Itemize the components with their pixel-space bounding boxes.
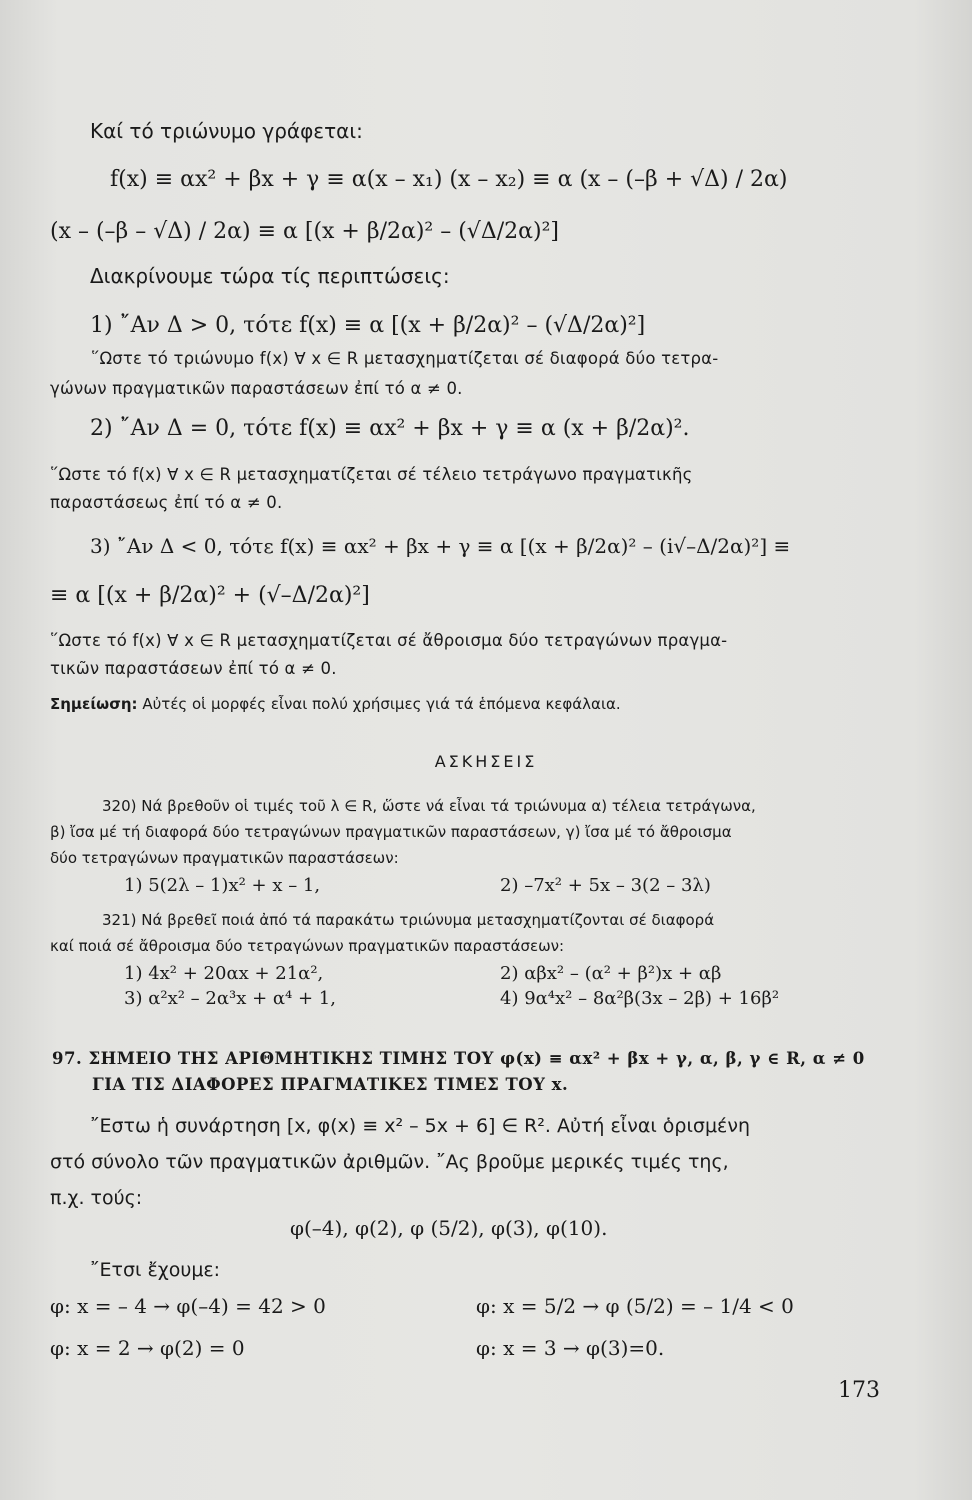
exercise-321-item-4: 4) 9α⁴x² – 8α²β(3x – 2β) + 16β² xyxy=(500,988,780,1009)
values-list: φ(–4), φ(2), φ (5/2), φ(3), φ(10). xyxy=(290,1216,608,1240)
exercise-320-line-2: β) ἴσα μέ τή διαφορά δύο τετραγώνων πραγματικῶν παραστάσεων, γ) ἴσα μέ τό ἄθροισμα xyxy=(50,823,732,841)
equation-factored-form: f(x) ≡ αx² + βx + γ ≡ α(x – x₁) (x – x₂) ≡ α (x – (–β + √Δ) / 2α) xyxy=(110,167,788,192)
page-number: 173 xyxy=(838,1378,880,1403)
exercise-321-item-2: 2) αβx² – (α² + β²)x + αβ xyxy=(500,963,722,984)
calculation-1: φ: x = – 4 → φ(–4) = 42 > 0 xyxy=(50,1294,326,1318)
case-2-text-line-1: ῞Ωστε τό f(x) ∀ x ∈ R μετασχηματίζεται σέ τέλειο τετράγωνο πραγματικῆς xyxy=(50,465,693,484)
exercise-321-item-3: 3) α²x² – 2α³x + α⁴ + 1, xyxy=(124,988,336,1009)
case-3-text-line-2: τικῶν παραστάσεων ἐπί τό α ≠ 0. xyxy=(50,659,337,678)
case-2-text-line-2: παραστάσεως ἐπί τό α ≠ 0. xyxy=(50,493,283,512)
section-text-line-3: π.χ. τούς: xyxy=(50,1187,143,1209)
case-1-text-line-1: ῞Ωστε τό τριώνυμο f(x) ∀ x ∈ R μετασχηματίζεται σέ διαφορά δύο τετρα- xyxy=(91,349,719,368)
exercises-title: ΑΣΚΗΣΕΙΣ xyxy=(434,752,538,771)
intro-text: Καί τό τριώνυμο γράφεται: xyxy=(90,119,363,143)
note-text: Αὐτές οἱ μορφές εἶναι πολύ χρήσιμες γιά τά ἑπόμενα κεφάλαια. xyxy=(142,695,621,713)
exercise-321-line-2: καί ποιά σέ ἄθροισμα δύο τετραγώνων πραγματικῶν παραστάσεων: xyxy=(50,937,565,955)
section-text-line-2: στό σύνολο τῶν πραγματικῶν ἀριθμῶν. ῎Ας βροῦμε μερικές τιμές της, xyxy=(50,1151,729,1173)
exercise-321-item-1: 1) 4x² + 20αx + 21α², xyxy=(124,963,324,984)
section-97-title-line-2: ΓΙΑ ΤΙΣ ΔΙΑΦΟΡΕΣ ΠΡΑΓΜΑΤΙΚΕΣ ΤΙΜΕΣ ΤΟΥ x. xyxy=(92,1075,569,1094)
equation-factored-form-continued: (x – (–β – √Δ) / 2α) ≡ α [(x + β/2α)² – (√Δ/2α)²] xyxy=(50,219,559,244)
cases-intro: Διακρίνουμε τώρα τίς περιπτώσεις: xyxy=(90,264,450,288)
exercise-321-line-1: 321) Νά βρεθεῖ ποιά ἀπό τά παρακάτω τριώνυμα μετασχηματίζονται σέ διαφορά xyxy=(102,911,715,929)
note xyxy=(50,690,855,718)
section-text-line-4: ῎Ετσι ἔχουμε: xyxy=(90,1259,221,1281)
calculation-4: φ: x = 3 → φ(3)=0. xyxy=(476,1336,665,1360)
exercise-320-item-1: 1) 5(2λ – 1)x² + x – 1, xyxy=(124,875,321,896)
section-text-line-1: ῎Εστω ἡ συνάρτηση [x, φ(x) ≡ x² – 5x + 6] ∈ R². Αὐτή εἶναι ὁρισμένη xyxy=(90,1115,750,1137)
calculation-3: φ: x = 2 → φ(2) = 0 xyxy=(50,1336,245,1360)
calculation-2: φ: x = 5/2 → φ (5/2) = – 1/4 < 0 xyxy=(476,1294,794,1318)
note-label: Σημείωση: xyxy=(50,695,138,713)
section-97-title-line-1: 97. ΣΗΜΕΙΟ ΤΗΣ ΑΡΙΘΜΗΤΙΚΗΣ ΤΙΜΗΣ ΤΟΥ φ(x) ≡ αx² + βx + γ, α, β, γ ∈ R, α ≠ 0 xyxy=(52,1049,865,1068)
case-3-equation: 3) ῎Αν Δ < 0, τότε f(x) ≡ αx² + βx + γ ≡ α [(x + β/2α)² – (i√–Δ/2α)²] ≡ xyxy=(90,534,791,558)
exercise-320-line-3: δύο τετραγώνων πραγματικῶν παραστάσεων: xyxy=(50,849,399,867)
case-1-equation: 1) ῎Αν Δ > 0, τότε f(x) ≡ α [(x + β/2α)² – (√Δ/2α)²] xyxy=(90,313,646,338)
case-2-equation: 2) ῎Αν Δ = 0, τότε f(x) ≡ αx² + βx + γ ≡ α (x + β/2α)². xyxy=(90,416,690,441)
exercise-320-line-1: 320) Νά βρεθοῦν οἱ τιμές τοῦ λ ∈ R, ὥστε νά εἶναι τά τριώνυμα α) τέλεια τετράγωνα, xyxy=(102,797,756,815)
case-3-equation-continued: ≡ α [(x + β/2α)² + (√–Δ/2α)²] xyxy=(50,583,370,608)
case-1-text-line-2: γώνων πραγματικῶν παραστάσεων ἐπί τό α ≠ 0. xyxy=(50,379,463,398)
exercise-320-item-2: 2) –7x² + 5x – 3(2 – 3λ) xyxy=(500,875,711,896)
case-3-text-line-1: ῞Ωστε τό f(x) ∀ x ∈ R μετασχηματίζεται σέ ἄθροισμα δύο τετραγώνων πραγμα- xyxy=(50,631,728,650)
